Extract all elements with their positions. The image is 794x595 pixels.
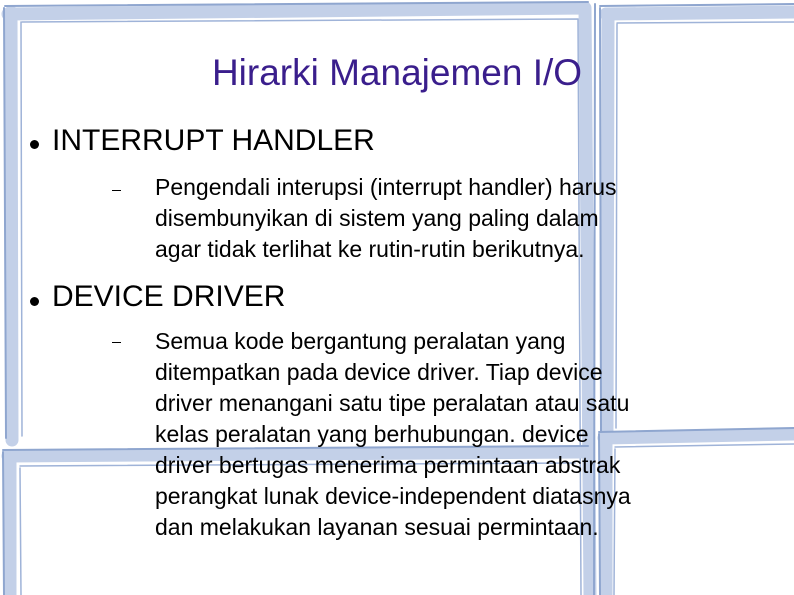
section-body-interrupt-handler: Pengendali interupsi (interrupt handler) harus disembunyikan di sistem yang paling dalam agar tidak terlihat ke rutin-rutin berikutnya. [155,174,617,262]
section-heading-device-driver: DEVICE DRIVER [52,280,286,313]
section-heading-interrupt-handler: INTERRUPT HANDLER [52,124,375,157]
bullet-dot [30,140,39,149]
section-body-device-driver: Semua kode bergantung peralatan yang ditempatkan pada device driver. Tiap device driver menangani satu tipe peralatan atau satu kelas peralatan yang berhubungan. device driver bertugas menerima permintaan abstrak perangkat lunak device-independent diatasnya dan melakukan layanan sesuai permintaan. [155,328,631,540]
bullet-dot [30,297,39,306]
sub-bullet-dash [112,342,121,343]
sub-bullet-dash [112,190,121,191]
slide-title: Hirarki Manajemen I/O [211,52,583,93]
